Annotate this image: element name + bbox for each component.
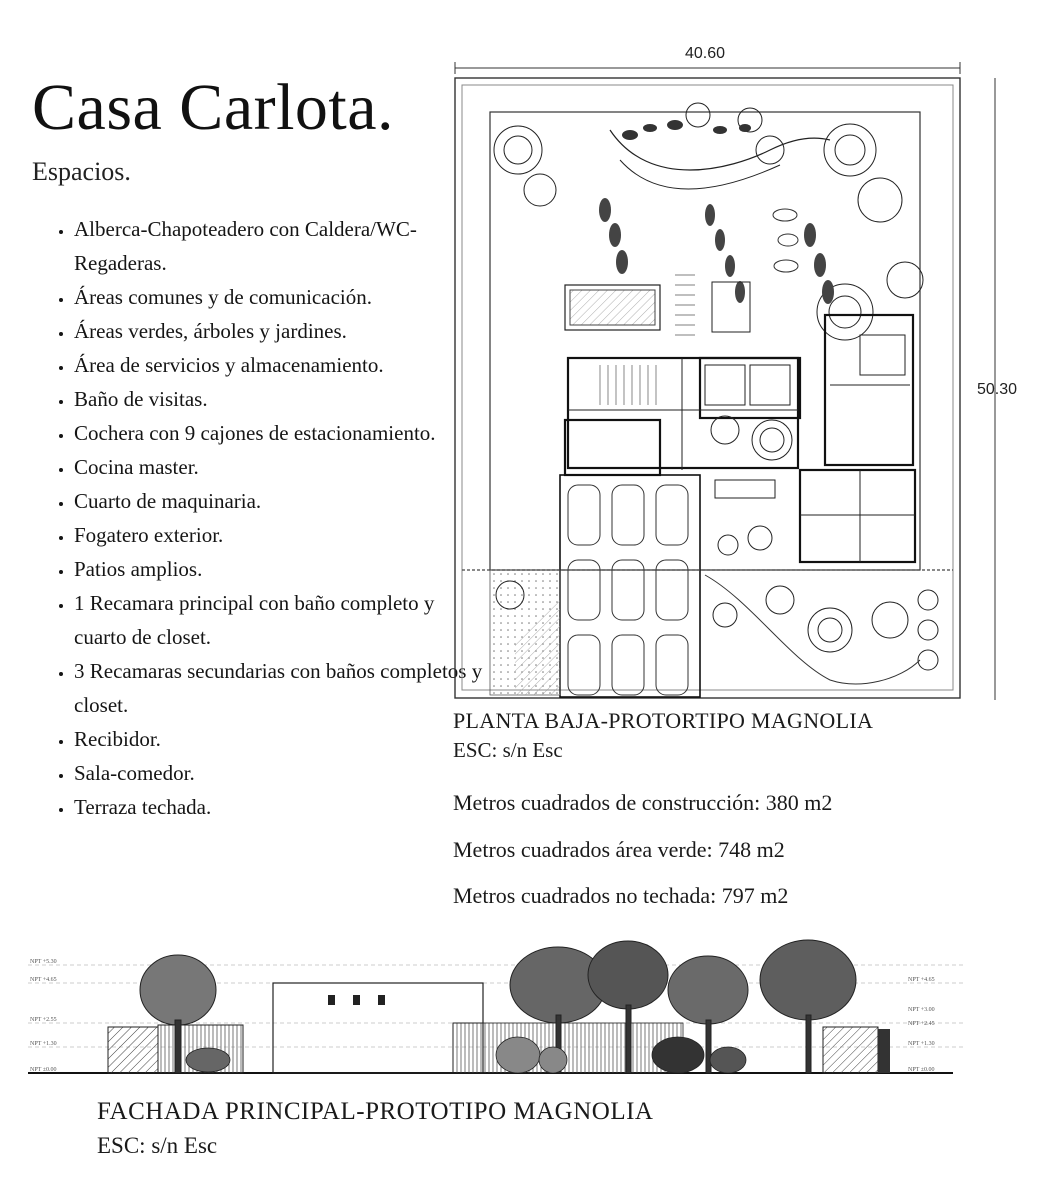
- spaces-list: [46, 212, 484, 824]
- list-item: • Patios amplios.: [74, 552, 484, 586]
- page-title: Casa Carlota.: [32, 71, 395, 144]
- elevation-drawing: [28, 935, 963, 1090]
- svg-text:NPT +2.45: NPT +2.45: [908, 1021, 935, 1027]
- construction-area: Metros cuadrados de construcción: 380 m2: [453, 790, 833, 815]
- plan-height-dimension: 50.30: [977, 381, 1018, 398]
- elevation-caption: FACHADA PRINCIPAL-PROTOTIPO MAGNOLIA: [97, 1098, 654, 1125]
- floor-plan-drawing: [450, 40, 1030, 705]
- green-area: Metros cuadrados área verde: 748 m2: [453, 837, 785, 862]
- list-item: • Sala-comedor.: [74, 756, 484, 790]
- floor-plan-scale: ESC: s/n Esc: [453, 738, 563, 762]
- svg-text:NPT +1.30: NPT +1.30: [30, 1041, 57, 1047]
- section-subtitle: Espacios.: [32, 157, 131, 186]
- list-item: • Terraza techada.: [74, 790, 484, 824]
- plan-width-dimension: 40.60: [685, 45, 726, 62]
- svg-text:NPT +2.55: NPT +2.55: [30, 1017, 57, 1023]
- svg-text:NPT +5.30: NPT +5.30: [30, 959, 57, 965]
- list-item: • Área de servicios y almacenamiento.: [74, 348, 484, 382]
- svg-text:NPT +3.00: NPT +3.00: [908, 1007, 935, 1013]
- list-item: • Áreas comunes y de comunicación.: [74, 280, 484, 314]
- uncovered-area: Metros cuadrados no techada: 797 m2: [453, 883, 789, 908]
- list-item: • Cocina master.: [74, 450, 484, 484]
- svg-text:NPT +4.65: NPT +4.65: [30, 977, 57, 983]
- list-item: • Fogatero exterior.: [74, 518, 484, 552]
- svg-text:NPT ±0.00: NPT ±0.00: [908, 1067, 935, 1073]
- list-item: • Recibidor.: [74, 722, 484, 756]
- list-item: • 1 Recamara principal con baño completo y cuarto de closet.: [74, 586, 484, 654]
- list-item: • Áreas verdes, árboles y jardines.: [74, 314, 484, 348]
- floor-plan-caption: PLANTA BAJA-PROTORTIPO MAGNOLIA: [453, 708, 874, 733]
- list-item: • Cuarto de maquinaria.: [74, 484, 484, 518]
- list-item: • 3 Recamaras secundarias con baños completos y closet.: [74, 654, 484, 722]
- svg-text:NPT +4.65: NPT +4.65: [908, 977, 935, 983]
- list-item: • Cochera con 9 cajones de estacionamiento.: [74, 416, 484, 450]
- list-item: • Alberca-Chapoteadero con Caldera/WC-Regaderas.: [74, 212, 484, 280]
- list-item: • Baño de visitas.: [74, 382, 484, 416]
- elevation-scale: ESC: s/n Esc: [97, 1133, 218, 1158]
- svg-text:NPT +1.30: NPT +1.30: [908, 1041, 935, 1047]
- svg-text:NPT ±0.00: NPT ±0.00: [30, 1067, 57, 1073]
